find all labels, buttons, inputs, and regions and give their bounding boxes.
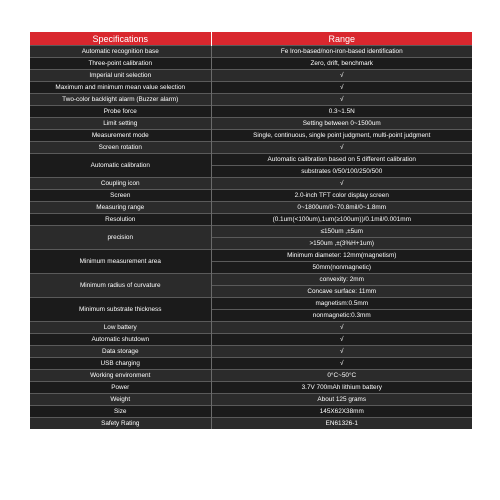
spec-name-cell: Size [30,406,211,418]
spec-value-cell: √ [211,346,472,358]
spec-value-cell: About 125 grams [211,394,472,406]
spec-name-cell: Resolution [30,214,211,226]
spec-value-cell: Concave surface: 11mm [211,286,472,298]
spec-value-cell: √ [211,334,472,346]
spec-value-cell: convexity: 2mm [211,274,472,286]
spec-value-cell: Minimum diameter: 12mm(magnetism) [211,250,472,262]
table-row [30,370,472,382]
table-row [30,226,472,238]
table-row [30,382,472,394]
spec-name-cell: Measurement mode [30,130,211,142]
spec-name-cell: Minimum radius of curvature [30,274,211,298]
spec-value-cell: magnetism:0.5mm [211,298,472,310]
spec-name-cell: Data storage [30,346,211,358]
table-header-row [30,32,472,46]
spec-value-cell: 3.7V 700mAh lithium battery [211,382,472,394]
spec-name-cell: Imperial unit selection [30,70,211,82]
spec-value-cell: (0.1um(<100um),1um(≥100um))/0.1mil/0.001mm [211,214,472,226]
table-row [30,346,472,358]
spec-value-cell: √ [211,178,472,190]
spec-name-cell: Screen [30,190,211,202]
spec-value-cell: √ [211,142,472,154]
spec-value-cell: >150um ,±(3%H+1um) [211,238,472,250]
spec-value-cell: √ [211,70,472,82]
table-body [30,46,472,430]
spec-name-cell: Automatic calibration [30,154,211,178]
spec-value-cell: Single, continuous, single point judgment, multi-point judgment [211,130,472,142]
spec-name-cell: Weight [30,394,211,406]
spec-value-cell: 0~1800um/0~70.8mil/0~1.8mm [211,202,472,214]
table-row [30,130,472,142]
table-row [30,394,472,406]
spec-name-cell: Measuring range [30,202,211,214]
spec-value-cell: √ [211,322,472,334]
spec-value-cell: Automatic calibration based on 5 different calibration [211,154,472,166]
table-row [30,142,472,154]
table-row [30,118,472,130]
spec-name-cell: Three-point calibration [30,58,211,70]
table-row [30,250,472,262]
spec-value-cell: √ [211,82,472,94]
table-row [30,322,472,334]
spec-value-cell: 0°C~50°C [211,370,472,382]
spec-value-cell: √ [211,358,472,370]
table-row [30,82,472,94]
header-range: Range [211,32,472,46]
spec-name-cell: Coupling icon [30,178,211,190]
table-row [30,58,472,70]
spec-name-cell: Two-color backlight alarm (Buzzer alarm) [30,94,211,106]
spec-name-cell: Maximum and minimum mean value selection [30,82,211,94]
table-row [30,46,472,58]
spec-name-cell: Power [30,382,211,394]
table-row [30,418,472,430]
spec-name-cell: USB charging [30,358,211,370]
spec-value-cell: Zero, drift, benchmark [211,58,472,70]
header-specifications: Specifications [30,32,211,46]
spec-name-cell: Minimum substrate thickness [30,298,211,322]
table-row [30,154,472,166]
table-row [30,214,472,226]
table-row [30,406,472,418]
spec-value-cell: 50mm(nonmagnetic) [211,262,472,274]
table-row [30,106,472,118]
spec-name-cell: Screen rotation [30,142,211,154]
table-row [30,178,472,190]
table-row [30,334,472,346]
spec-value-cell: 145X62X38mm [211,406,472,418]
spec-value-cell: Fe Iron-based/non-iron-based identification [211,46,472,58]
spec-name-cell: Limit setting [30,118,211,130]
specifications-table [30,32,472,429]
spec-name-cell: Automatic shutdown [30,334,211,346]
table-row [30,70,472,82]
spec-name-cell: Probe force [30,106,211,118]
spec-value-cell: 0.3~1.5N [211,106,472,118]
spec-value-cell: substrates 0/50/100/250/500 [211,166,472,178]
spec-value-cell: ≤150um ,±5um [211,226,472,238]
spec-name-cell: Safety Rating [30,418,211,430]
spec-value-cell: 2.0-inch TFT color display screen [211,190,472,202]
spec-name-cell: Minimum measurement area [30,250,211,274]
spec-value-cell: Setting between 0~1500um [211,118,472,130]
spec-value-cell: EN61326-1 [211,418,472,430]
table-row [30,190,472,202]
table-row [30,202,472,214]
table-row [30,94,472,106]
table-row [30,298,472,310]
spec-value-cell: nonmagnetic:0.3mm [211,310,472,322]
spec-name-cell: Working environment [30,370,211,382]
table-row [30,358,472,370]
spec-name-cell: Automatic recognition base [30,46,211,58]
spec-value-cell: √ [211,94,472,106]
spec-name-cell: precision [30,226,211,250]
spec-name-cell: Low battery [30,322,211,334]
table-row [30,274,472,286]
